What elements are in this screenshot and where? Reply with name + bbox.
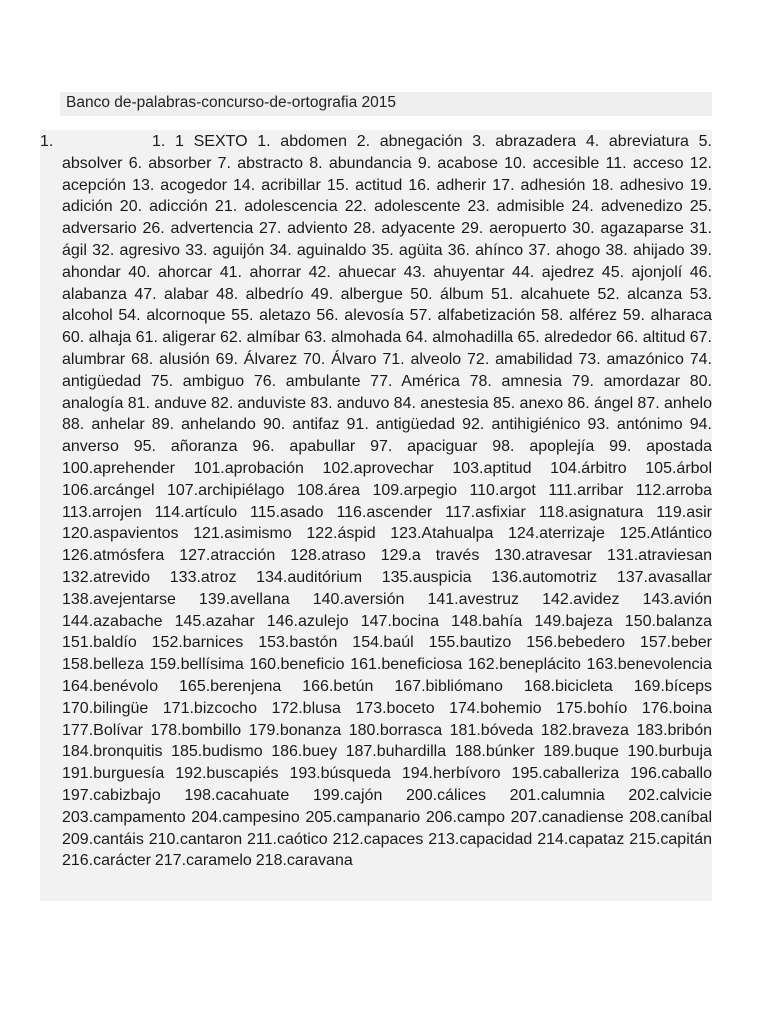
word-list-text: 1. 1 SEXTO 1. abdomen 2. abnegación 3. abrazadera 4. abreviatura 5. absolver 6. absorber 7. abstracto 8. abundancia 9. acabose 10. accesible 11. acceso 12. acepción 13. acogedor 14. acribillar 15. actitud 16. adherir 17. adhesión 18. adhesivo 19. adición 20. adicción 21. adolescencia 22. adolescente 23. admisible 24. advenedizo 25. adversario 26. advertencia 27. adviento 28. adyacente 29. aeropuerto 30. agazaparse 31. ágil 32. agresivo 33. aguijón 34. aguinaldo 35. agüita 36. ahínco 37. ahogo 38. ahijado 39. ahondar 40. ahorcar 41. ahorrar 42. ahuecar 43. ahuyentar 44. ajedrez 45. ajonjolí 46. alabanza 47. alabar 48. albedrío 49. albergue 50. álbum 51. alcahuete 52. alcanza 53. alcohol 54. alcornoque 55. aletazo 56. alevosía 57. alfabetización 58. alférez 59. alharaca 60. alhaja 61. aligerar 62. almíbar 63. almohada 64. almohadilla 65. alrededor 66. altitud 67. alumbrar 68. alusión 69. Álvarez 70. Álvaro 71. alveolo 72. amabilidad 73. amazónico 74. antigüedad 75. ambiguo 76. ambulante 77. América 78. amnesia 79. amordazar 80. analogía 81. anduve 82. anduviste 83. anduvo 84. anestesia 85. anexo 86. ángel 87. anhelo 88. anhelar 89. anhelando 90. antifaz 91. antigüedad 92. antihigiénico 93. antónimo 94. anverso 95. añoranza 96. apabullar 97. apaciguar 98. apoplejía 99. apostada 100.aprehender 101.aprobación 102.aprovechar 103.aptitud 104.árbitro 105.árbol 106.arcángel 107.archipiélago 108.área 109.arpegio 110.argot 111.arribar 112.arroba 113.arrojen 114.artículo 115.asado 116.ascender 117.asfixiar 118.asignatura 119.asir 120.aspavientos 121.asimismo 122.áspid 123.Atahualpa 124.aterrizaje 125.Atlántico 126.atmósfera 127.atracción 128.atraso 129.a través 130.atravesar 131.atraviesan 132.atrevido 133.atroz 134.auditórium 135.auspicia 136.automotriz 137.avasallar 138.avejentarse 139.avellana 140.aversión 141.avestruz 142.avidez 143.avión 144.azabache 145.azahar 146.azulejo 147.bocina 148.bahía 149.bajeza 150.balanza 151.baldío 152.barnices 153.bastón 154.baúl 155.bautizo 156.bebedero 157.beber 158.belleza 159.bellísima 160.beneficio 161.beneficiosa 162.beneplácito 163.benevolencia 164.benévolo 165.berenjena 166.betún 167.bibliómano 168.bicicleta 169.bíceps 170.bilingüe 171.bizcocho 172.blusa 173.boceto 174.bohemio 175.bohío 176.boina 177.Bolívar 178.bombillo 179.bonanza 180.borrasca 181.bóveda 182.braveza 183.bribón 184.bronquitis 185.budismo 186.buey 187.buhardilla 188.búnker 189.buque 190.burbuja 191.burguesía 192.buscapiés 193.búsqueda 194.herbívoro 195.caballeriza 196.caballo 197.cabizbajo 198.cacahuate 199.cajón 200.cálices 201.calumnia 202.calvicie 203.campamento 204.campesino 205.campanario 206.campo 207.canadiense 208.caníbal 209.cantáis 210.cantaron 211.caótico 212.capaces 213.capacidad 214.capataz 215.capitán 216.carácter 217.caramelo 218.caravana <box>62 133 712 870</box>
word-list <box>62 131 712 872</box>
list-number: 1. <box>40 133 54 150</box>
document-title: Banco de-palabras-concurso-de-ortografia 2015 <box>66 94 397 111</box>
